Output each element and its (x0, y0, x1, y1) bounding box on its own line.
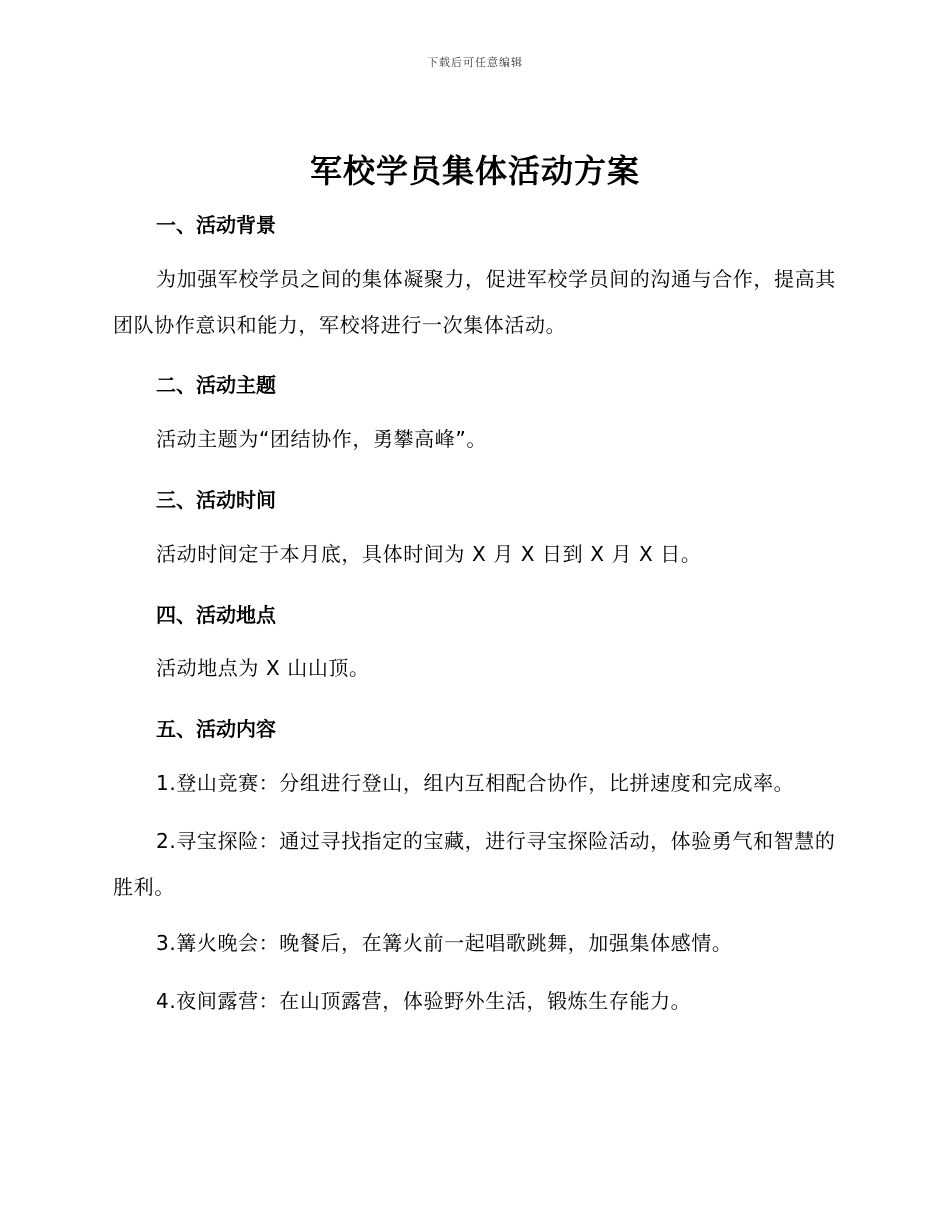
section-text-theme: 活动主题为“团结协作，勇攀高峰”。 (156, 427, 487, 451)
content-item-2: 2.寻宝探险：通过寻找指定的宝藏，进行寻宝探险活动，体验勇气和智慧的胜利。 (113, 829, 836, 899)
section-heading-background: 一、活动背景 (156, 213, 276, 237)
content-item-1: 1.登山竞赛：分组进行登山，组内互相配合协作，比拼速度和完成率。 (156, 771, 795, 795)
section-heading-time: 三、活动时间 (156, 488, 276, 512)
content-item-4: 4.夜间露营：在山顶露营，体验野外生活，锻炼生存能力。 (156, 989, 692, 1013)
section-text-location: 活动地点为 X 山山顶。 (156, 656, 370, 680)
document-title: 军校学员集体活动方案 (309, 152, 640, 190)
section-text-time: 活动时间定于本月底，具体时间为 X 月 X 日到 X 月 X 日。 (156, 542, 702, 566)
section-text-background: 为加强军校学员之间的集体凝聚力，促进军校学员间的沟通与合作，提高其团队协作意识和能力，军校将进行一次集体活动。 (113, 267, 836, 337)
header-note: 下载后可任意编辑 (427, 56, 523, 69)
section-heading-location: 四、活动地点 (156, 603, 276, 627)
section-heading-theme: 二、活动主题 (156, 373, 276, 397)
content-item-3: 3.篝火晚会：晚餐后，在篝火前一起唱歌跳舞，加强集体感情。 (156, 931, 733, 955)
section-heading-content: 五、活动内容 (156, 717, 276, 741)
